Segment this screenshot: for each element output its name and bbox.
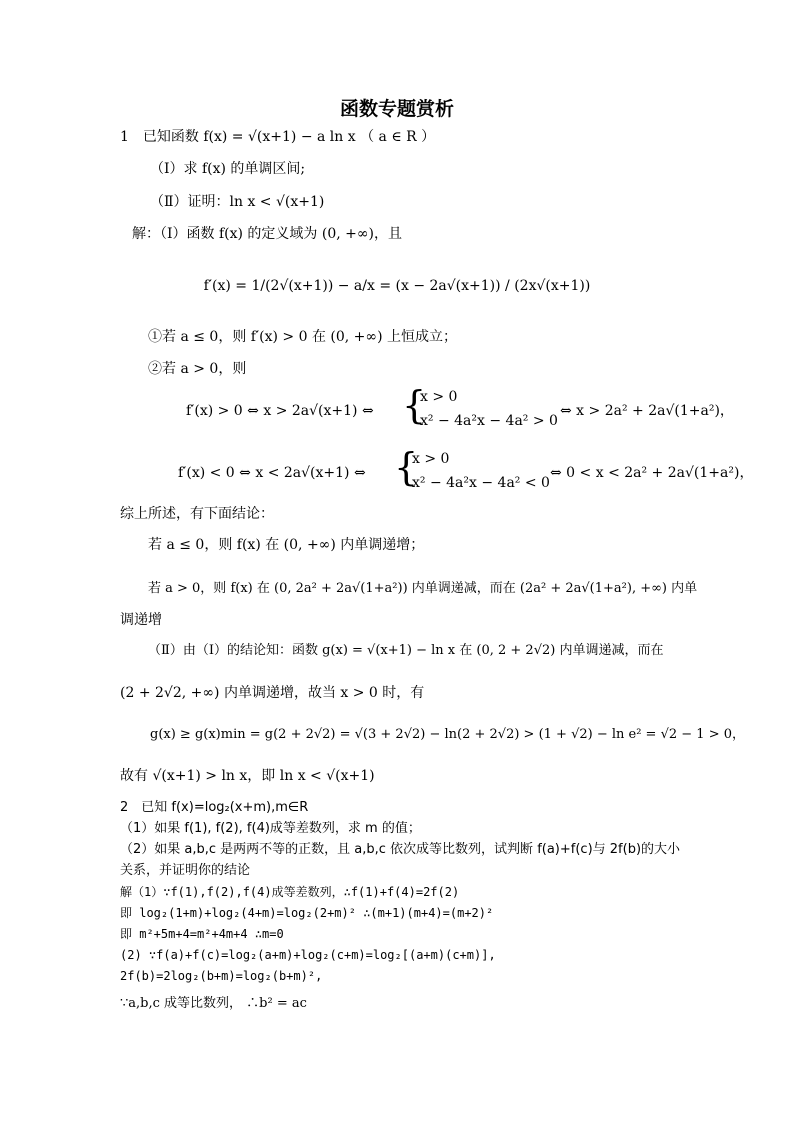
conclusion-1: 若 a ≤ 0，则 f(x) 在 (0, +∞) 内单调递增； (148, 537, 425, 553)
inequality-2-system-top: x > 0 (412, 451, 450, 467)
problem-1-solution-intro: 解：（Ⅰ）函数 f(x) 的定义域为 (0, +∞)，且 (132, 226, 403, 242)
summary: 综上所述，有下面结论： (120, 506, 274, 522)
problem-1-question-2: （Ⅱ）证明：ln x < √(x+1) (150, 194, 325, 210)
conclusion-2-continued: 调递增 (120, 612, 162, 628)
problem-2-question-1: （1）如果 f(1), f(2), f(4)成等差数列，求 m 的值； (120, 821, 421, 836)
inequality-2-system-bottom: x² − 4a²x − 4a² < 0 (412, 475, 550, 491)
inequality-1-right: ⇔ x > 2a² + 2a√(1+a²)， (560, 403, 734, 419)
inequality-1-system-bottom: x² − 4a²x − 4a² > 0 (420, 413, 558, 429)
conclusion-2: 若 a > 0，则 f(x) 在 (0, 2a² + 2a√(1+a²)) 内单调递减，而在 (2a² + 2a√(1+a²), +∞) 内单 (148, 581, 698, 596)
part-2-intro: （Ⅱ）由（Ⅰ）的结论知：函数 g(x) = √(x+1) − ln x 在 (0, 2 + 2√2) 内单调递减，而在 (148, 643, 664, 658)
problem-2-solution-2: 即 log₂(1+m)+log₂(4+m)=log₂(2+m)² ∴(m+1)(m+4)=(m+2)² (120, 906, 494, 920)
part-2-continued: (2 + 2√2, +∞) 内单调递增，故当 x > 0 时，有 (120, 685, 425, 701)
problem-1-question-1: （Ⅰ）求 f(x) 的单调区间; (150, 161, 306, 177)
problem-2-question-2: （2）如果 a,b,c 是两两不等的正数，且 a,b,c 依次成等比数列，试判断 f(a)+f(c)与 2f(b)的大小 (120, 842, 681, 857)
problem-2-solution-4: (2) ∵f(a)+f(c)=log₂(a+m)+log₂(c+m)=log₂[(a+m)(c+m)], (120, 948, 496, 962)
inequality-1-system-top: x > 0 (420, 389, 458, 405)
problem-2-question-2-continued: 关系，并证明你的结论 (120, 863, 251, 878)
problem-2-solution-6: ∵a,b,c 成等比数列， ∴b² = ac (120, 996, 307, 1011)
case-2: ②若 a > 0，则 (148, 361, 247, 377)
inequality-2-right: ⇔ 0 < x < 2a² + 2a√(1+a²)， (550, 465, 754, 481)
problem-2-stem: 2 已知 f(x)=log₂(x+m),m∈R (120, 800, 309, 815)
part-2-equation: g(x) ≥ g(x)min = g(2 + 2√2) = √(3 + 2√2) − ln(2 + 2√2) > (1 + √2) − ln e² = √2 − 1 > 0， (150, 727, 745, 742)
brace-2: { (394, 445, 419, 489)
part-2-conclusion: 故有 √(x+1) > ln x，即 ln x < √(x+1) (120, 768, 375, 784)
problem-2-solution-1: 解（1）∵f(1),f(2),f(4)成等差数列，∴f(1)+f(4)=2f(2) (120, 885, 460, 899)
inequality-2-left: f′(x) < 0 ⇔ x < 2a√(x+1) ⇔ (178, 465, 366, 481)
page-title: 函数专题赏析 (339, 98, 454, 120)
problem-2-solution-3: 即 m²+5m+4=m²+4m+4 ∴m=0 (120, 927, 284, 941)
derivative-formula: f′(x) = 1/(2√(x+1)) − a/x = (x − 2a√(x+1)) / (2x√(x+1)) (203, 278, 591, 294)
problem-2-solution-5: 2f(b)=2log₂(b+m)=log₂(b+m)², (120, 969, 323, 983)
problem-1-stem: 1 已知函数 f(x) = √(x+1) − a ln x （ a ∈ R ） (120, 129, 436, 145)
case-1: ①若 a ≤ 0，则 f′(x) > 0 在 (0, +∞) 上恒成立； (148, 329, 457, 345)
inequality-1-left: f′(x) > 0 ⇔ x > 2a√(x+1) ⇔ (186, 403, 374, 419)
brace-1: { (402, 383, 427, 427)
